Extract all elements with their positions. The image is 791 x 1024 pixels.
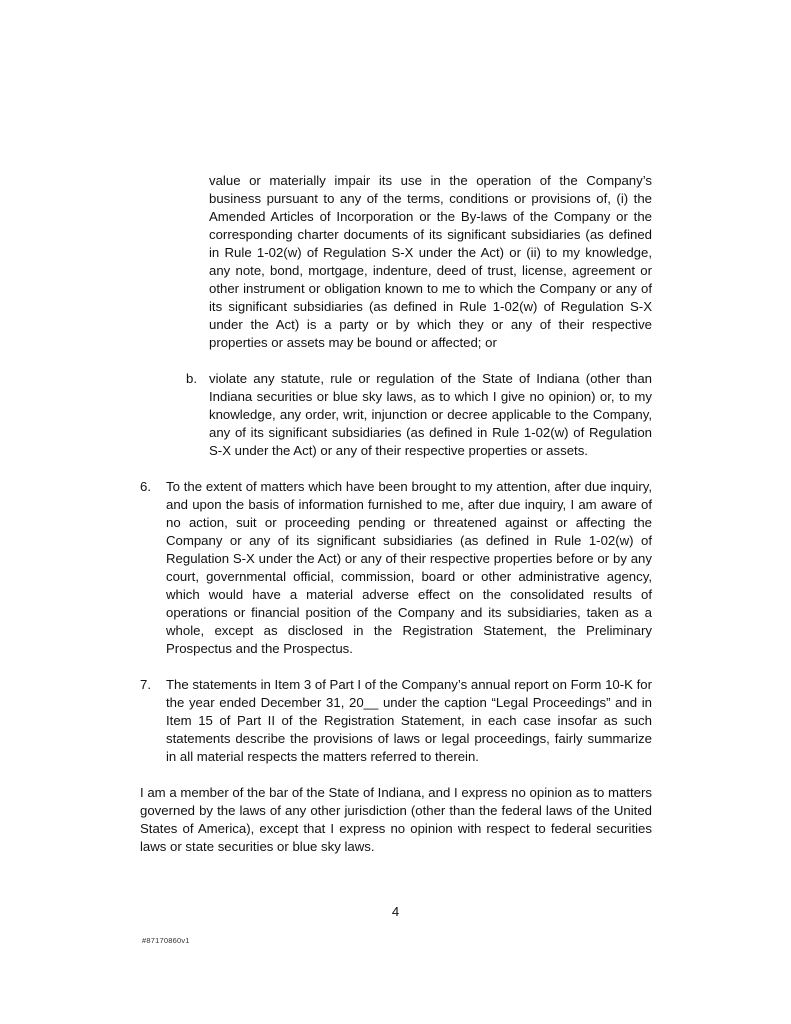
paragraph-item-b: [186, 370, 652, 460]
paragraph-text: To the extent of matters which have been brought to my attention, after due inquiry, and upon the basis of information furnished to me, after due inquiry, I am aware of no action, suit or proceeding pending or threatened against or affecting the Company or any of its significant subsidiaries (as defined in Rule 1-02(w) of Regulation S-X under the Act) or any of their respective properties before or by any court, governmental official, commission, board or other administrative agency, which would have a material adverse effect on the consolidated results of operations or financial position of the Company and its subsidiaries, taken as a whole, except as disclosed in the Registration Statement, the Preliminary Prospectus and the Prospectus.: [166, 479, 652, 656]
paragraph-text: I am a member of the bar of the State of Indiana, and I express no opinion as to matters governed by the laws of any other jurisdiction (other than the federal laws of the United States of America), except that I express no opinion with respect to federal securities laws or state securities or blue sky laws.: [140, 785, 652, 854]
list-item-label-6: 6.: [140, 479, 151, 494]
document-body: [140, 172, 652, 856]
paragraph-item-6: [140, 478, 652, 658]
paragraph-item-7: [140, 676, 652, 766]
paragraph-text: The statements in Item 3 of Part I of the Company’s annual report on Form 10-K for the year ended December 31, 20__ under the caption “Legal Proceedings” and in Item 15 of Part II of the Registration Statement, in each case insofar as such statements describe the provisions of laws or legal proceedings, fairly summarize in all material respects the matters referred to therein.: [166, 677, 652, 764]
paragraph-text: value or materially impair its use in the operation of the Company’s business pursuant to any of the terms, conditions or provisions of, (i) the Amended Articles of Incorporation or the By-laws of the Company or the corresponding charter documents of its significant subsidiaries (as defined in Rule 1-02(w) of Regulation S-X under the Act) or (ii) to my knowledge, any note, bond, mortgage, indenture, deed of trust, license, agreement or other instrument or obligation known to me to which the Company or any of its significant subsidiaries (as defined in Rule 1-02(w) of Regulation S-X under the Act) is a party or by which they or any of their respective properties or assets may be bound or affected; or: [209, 173, 652, 350]
page-number: 4: [391, 904, 400, 919]
list-item-label-7: 7.: [140, 677, 151, 692]
document-id-footnote: #87170860v1: [142, 936, 190, 945]
paragraph-a-continuation: [186, 172, 652, 352]
closing-paragraph: [140, 784, 652, 856]
paragraph-text: violate any statute, rule or regulation of the State of Indiana (other than Indiana securities or blue sky laws, as to which I give no opinion) or, to my knowledge, any order, writ, injunction or decree applicable to the Company, any of its significant subsidiaries (as defined in Rule 1-02(w) of Regulation S-X under the Act) or any of their respective properties or assets.: [209, 371, 652, 458]
list-item-label-b: b.: [186, 371, 197, 386]
